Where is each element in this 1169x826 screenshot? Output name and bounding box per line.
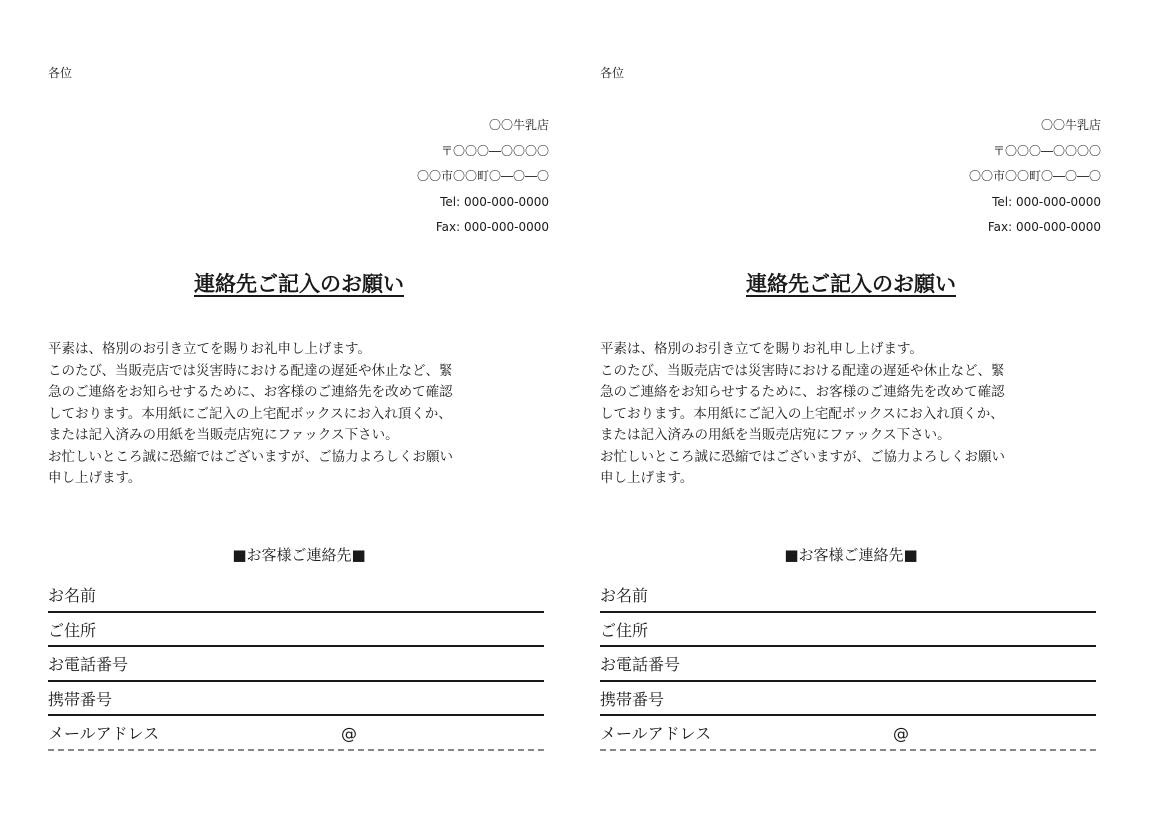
mobile-label: 携帯番号 — [600, 689, 665, 709]
body-line: しております。本用紙にご記入の上宅配ボックスにお入れ頂くか、 — [600, 405, 1004, 422]
phone-label: お電話番号 — [600, 655, 681, 674]
body-line: お忙しいところ誠に恐縮ではございますが、ご協力よろしくお願い — [48, 448, 453, 465]
notice-title — [600, 268, 1102, 298]
sender-tel: Tel: 000-000-0000 — [992, 194, 1101, 209]
notice-title — [48, 268, 550, 298]
address-field[interactable] — [600, 613, 1096, 648]
body-line: しております。本用紙にご記入の上宅配ボックスにお入れ頂くか、 — [48, 405, 452, 422]
mobile-field[interactable] — [600, 682, 1096, 717]
addressee: 各位 — [600, 66, 625, 80]
contact-heading: ■お客様ご連絡先■ — [232, 546, 366, 564]
phone-label: お電話番号 — [48, 655, 129, 674]
email-field[interactable] — [48, 716, 544, 751]
body-line: 平素は、格別のお引き立てを賜りお礼申し上げます。 — [48, 341, 371, 357]
email-label: メールアドレス — [48, 724, 160, 743]
phone-field[interactable] — [600, 647, 1096, 682]
email-at-sign: @ — [893, 724, 909, 743]
body-line: このたび、当販売店では災害時における配達の遅延や休止など、緊 — [48, 362, 453, 379]
notice-title-text: 連絡先ご記入のお願い — [194, 272, 404, 296]
address-label: ご住所 — [600, 620, 649, 640]
sender-tel: Tel: 000-000-0000 — [440, 194, 549, 209]
sender-postal: 〒〇〇〇―〇〇〇〇 — [440, 143, 549, 158]
body-line: 急のご連絡をお知らせするために、お客様のご連絡先を改めて確認 — [48, 384, 453, 400]
notice-title-text: 連絡先ご記入のお願い — [746, 272, 956, 296]
phone-field[interactable] — [48, 647, 544, 682]
email-label: メールアドレス — [600, 724, 712, 743]
sender-shop: 〇〇牛乳店 — [1040, 118, 1101, 132]
sender-block — [969, 113, 1101, 241]
address-field[interactable] — [48, 613, 544, 648]
notice-panel-left — [48, 0, 558, 826]
contact-form — [48, 578, 544, 751]
body-line: このたび、当販売店では災害時における配達の遅延や休止など、緊 — [600, 362, 1005, 379]
body-line: 急のご連絡をお知らせするために、お客様のご連絡先を改めて確認 — [600, 384, 1005, 400]
name-field[interactable] — [48, 578, 544, 613]
mobile-label: 携帯番号 — [48, 689, 113, 709]
name-label: お名前 — [600, 586, 649, 605]
name-label: お名前 — [48, 586, 97, 605]
body-line: お忙しいところ誠に恐縮ではございますが、ご協力よろしくお願い — [600, 448, 1005, 465]
notice-body — [600, 339, 1105, 490]
sender-block — [417, 113, 549, 241]
body-line: または記入済みの用紙を当販売店宛にファックス下さい。 — [48, 427, 399, 443]
notice-body — [48, 339, 553, 490]
email-at-sign: @ — [341, 724, 357, 743]
sender-fax: Fax: 000-000-0000 — [987, 220, 1101, 234]
body-line: 申し上げます。 — [48, 470, 142, 486]
sender-shop: 〇〇牛乳店 — [488, 118, 549, 132]
addressee: 各位 — [48, 66, 73, 80]
body-line: 平素は、格別のお引き立てを賜りお礼申し上げます。 — [600, 341, 923, 357]
contact-form — [600, 578, 1096, 751]
body-line: または記入済みの用紙を当販売店宛にファックス下さい。 — [600, 427, 951, 443]
mobile-field[interactable] — [48, 682, 544, 717]
name-field[interactable] — [600, 578, 1096, 613]
sender-address: 〇〇市〇〇町〇―〇―〇 — [968, 169, 1101, 183]
notice-panel-right — [600, 0, 1110, 826]
email-field[interactable] — [600, 716, 1096, 751]
sender-postal: 〒〇〇〇―〇〇〇〇 — [992, 143, 1101, 158]
contact-heading: ■お客様ご連絡先■ — [784, 546, 918, 564]
sender-address: 〇〇市〇〇町〇―〇―〇 — [416, 169, 549, 183]
address-label: ご住所 — [48, 620, 97, 640]
sender-fax: Fax: 000-000-0000 — [435, 220, 549, 234]
body-line: 申し上げます。 — [600, 470, 694, 486]
